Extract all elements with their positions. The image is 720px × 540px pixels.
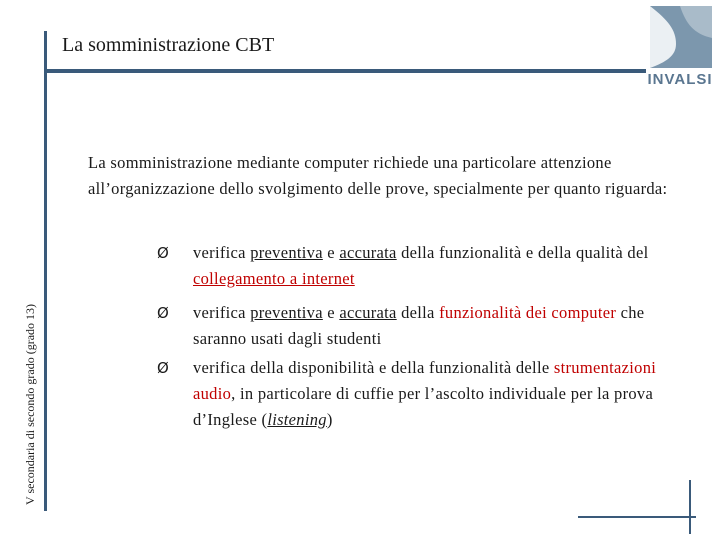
bottom-right-rule (578, 516, 696, 518)
arrow-bullet-icon: Ø (157, 359, 170, 377)
bullet-text: verifica preventiva e accurata della funzionalità e della qualità del collegamento a internet (193, 243, 649, 288)
arrow-bullet-icon: Ø (157, 244, 170, 262)
left-rule (44, 31, 47, 511)
arrow-bullet-icon: Ø (157, 304, 170, 322)
bullet-text: verifica della disponibilità e della funzionalità delle strumentazioni audio, in particolare di cuffie per l’ascolto individuale per la prova d’Inglese (listening) (193, 358, 657, 429)
side-label: V secondaria di secondo grado (grado 13) (23, 303, 37, 505)
bullet-item (157, 355, 697, 433)
intro-paragraph: La somministrazione mediante computer richiede una particolare attenzione all’organizzazione dello svolgimento delle prove, specialmente per quanto riguarda: (88, 153, 668, 198)
top-rule (44, 69, 646, 73)
bullet-item (157, 240, 697, 292)
bottom-right-vertical-rule (689, 480, 691, 534)
bullet-item (157, 300, 697, 352)
page-title: La somministrazione CBT (62, 34, 275, 56)
bullet-text: verifica preventiva e accurata della funzionalità dei computer che saranno usati dagli studenti (193, 303, 645, 348)
invalsi-logo-text: INVALSI (647, 71, 713, 88)
